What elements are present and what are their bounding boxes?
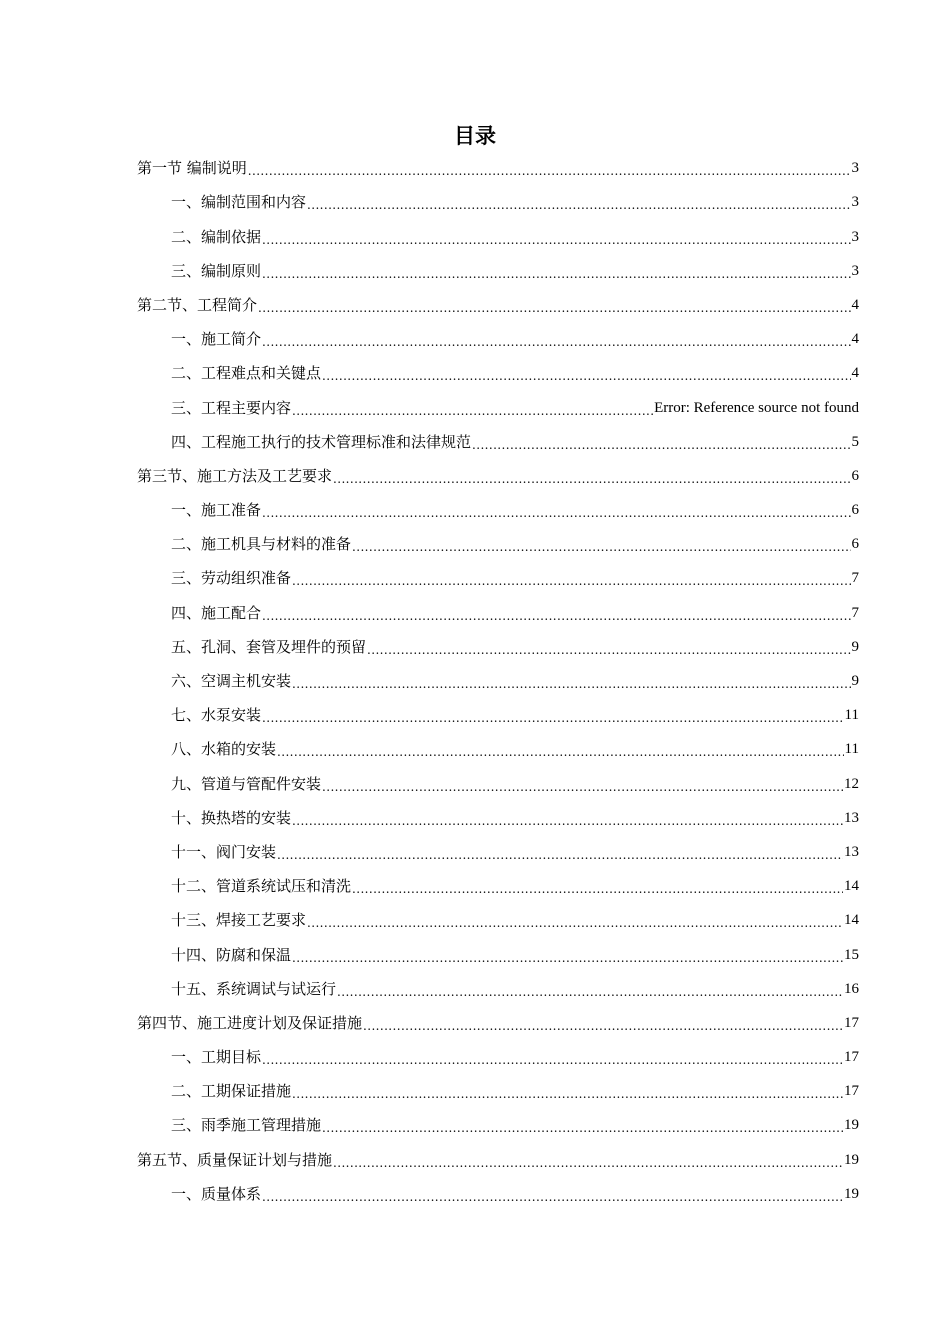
toc-entry-label: 一、施工简介	[171, 330, 262, 349]
toc-subsection-entry[interactable]	[137, 182, 859, 216]
toc-dot-leader	[248, 158, 851, 178]
toc-subsection-entry[interactable]	[137, 422, 859, 456]
toc-subsection-entry[interactable]	[137, 319, 859, 353]
toc-entry-label: 三、工程主要内容	[171, 398, 292, 417]
toc-dot-leader	[363, 1013, 843, 1033]
toc-subsection-entry[interactable]	[137, 216, 859, 250]
toc-subsection-entry[interactable]	[137, 251, 859, 285]
toc-subsection-entry[interactable]	[137, 1174, 859, 1208]
toc-dot-leader	[472, 432, 850, 452]
toc-entry-label: 十二、管道系统试压和清洗	[171, 877, 352, 896]
toc-page-number: 11	[844, 741, 859, 758]
toc-dot-leader	[292, 398, 653, 418]
toc-subsection-entry[interactable]	[137, 1037, 859, 1071]
toc-dot-leader	[322, 774, 843, 794]
toc-entry-label: 第二节、工程简介	[137, 295, 258, 314]
toc-subsection-entry[interactable]	[137, 387, 859, 421]
toc-subsection-entry[interactable]	[137, 627, 859, 661]
toc-entry-label: 第三节、施工方法及工艺要求	[137, 466, 333, 485]
toc-entry-label: 二、工程难点和关键点	[171, 364, 322, 383]
toc-page-number: 3	[851, 228, 859, 245]
toc-section-entry[interactable]	[137, 285, 859, 319]
toc-subsection-entry[interactable]	[137, 524, 859, 558]
toc-section-entry[interactable]	[137, 148, 859, 182]
toc-section-entry[interactable]	[137, 1003, 859, 1037]
toc-dot-leader	[333, 1150, 843, 1170]
toc-page-number: 19	[844, 1151, 859, 1168]
toc-dot-leader	[322, 363, 850, 383]
toc-entry-label: 四、工程施工执行的技术管理标准和法律规范	[171, 432, 472, 451]
toc-page-number: 6	[851, 467, 859, 484]
toc-subsection-entry[interactable]	[137, 661, 859, 695]
toc-page-number: 6	[851, 536, 859, 553]
toc-dot-leader	[292, 945, 843, 965]
toc-subsection-entry[interactable]	[137, 763, 859, 797]
toc-section-entry[interactable]	[137, 456, 859, 490]
toc-entry-label: 一、施工准备	[171, 501, 262, 520]
toc-dot-leader	[292, 1081, 843, 1101]
toc-subsection-entry[interactable]	[137, 866, 859, 900]
toc-entry-label: 十四、防腐和保温	[171, 945, 292, 964]
toc-page-number: 7	[851, 570, 859, 587]
toc-entry-label: 六、空调主机安装	[171, 672, 292, 690]
toc-entry-label: 二、编制依据	[171, 227, 262, 246]
toc-subsection-entry[interactable]	[137, 832, 859, 866]
toc-entry-label: 三、劳动组织准备	[171, 569, 292, 588]
toc-entry-label: 第五节、质量保证计划与措施	[137, 1150, 333, 1169]
toc-subsection-entry[interactable]	[137, 695, 859, 729]
toc-entry-label: 五、孔洞、套管及埋件的预留	[171, 637, 367, 656]
toc-dot-leader	[262, 500, 850, 520]
toc-dot-leader	[277, 739, 844, 759]
toc-list	[137, 148, 859, 1208]
toc-dot-leader	[262, 603, 850, 623]
toc-entry-label: 十一、阀门安装	[171, 842, 277, 861]
toc-subsection-entry[interactable]	[137, 798, 859, 832]
toc-entry-label: 十三、焊接工艺要求	[171, 911, 307, 930]
toc-page-number: 9	[851, 638, 859, 655]
toc-entry-label: 一、质量体系	[171, 1184, 262, 1203]
toc-section-entry[interactable]	[137, 1139, 859, 1173]
toc-entry-label: 三、编制原则	[171, 261, 262, 280]
toc-dot-leader	[262, 227, 850, 247]
toc-subsection-entry[interactable]	[137, 900, 859, 934]
toc-title: 目录	[454, 124, 496, 148]
toc-subsection-entry[interactable]	[137, 934, 859, 968]
toc-subsection-entry[interactable]	[137, 592, 859, 626]
toc-dot-leader	[367, 637, 850, 657]
toc-page-number: 19	[844, 1117, 859, 1134]
toc-subsection-entry[interactable]	[137, 353, 859, 387]
toc-dot-leader	[307, 192, 850, 212]
toc-dot-leader	[292, 568, 850, 588]
toc-entry-label: 二、工期保证措施	[171, 1082, 292, 1101]
toc-entry-label: 一、工期目标	[171, 1048, 262, 1067]
toc-page-number: 14	[844, 912, 859, 929]
toc-entry-label: 十五、系统调试与试运行	[171, 979, 337, 998]
toc-page-number: 17	[844, 1049, 859, 1066]
toc-dot-leader	[258, 295, 850, 315]
toc-subsection-entry[interactable]	[137, 1071, 859, 1105]
toc-entry-label: 十、换热塔的安装	[171, 808, 292, 827]
toc-page-number: 4	[851, 331, 859, 348]
toc-page-number: 4	[851, 365, 859, 382]
toc-page-number: 3	[851, 194, 859, 211]
toc-dot-leader	[292, 808, 843, 828]
toc-page-number: 12	[844, 775, 859, 792]
toc-entry-label: 二、施工机具与材料的准备	[171, 535, 352, 554]
toc-entry-label: 第一节 编制说明	[137, 159, 247, 178]
toc-page-number: 6	[851, 502, 859, 519]
toc-dot-leader	[307, 910, 843, 930]
toc-subsection-entry[interactable]	[137, 558, 859, 592]
toc-page-number: 3	[851, 160, 859, 177]
toc-page-number: 13	[844, 843, 859, 860]
toc-page-number: 9	[851, 673, 859, 689]
toc-dot-leader	[292, 671, 850, 691]
toc-dot-leader	[333, 466, 850, 486]
toc-dot-leader	[337, 979, 843, 999]
toc-subsection-entry[interactable]	[137, 1105, 859, 1139]
toc-subsection-entry[interactable]	[137, 729, 859, 763]
toc-page-number: 15	[844, 946, 859, 963]
toc-subsection-entry[interactable]	[137, 969, 859, 1003]
toc-dot-leader	[262, 329, 850, 349]
toc-page-number: 11	[844, 707, 859, 724]
toc-page-number: 4	[851, 296, 859, 313]
toc-page-number: 5	[851, 433, 859, 450]
toc-page-number: 3	[851, 262, 859, 279]
toc-page-number: 13	[844, 809, 859, 826]
toc-dot-leader	[322, 1115, 843, 1135]
toc-page-number: 7	[851, 604, 859, 621]
toc-entry-label: 三、雨季施工管理措施	[171, 1116, 322, 1135]
toc-page-number: 16	[844, 980, 859, 997]
toc-dot-leader	[352, 534, 850, 554]
toc-dot-leader	[352, 876, 843, 896]
toc-dot-leader	[262, 261, 850, 281]
toc-entry-label: 第四节、施工进度计划及保证措施	[137, 1013, 363, 1032]
toc-page-number: 17	[844, 1083, 859, 1100]
toc-page-number: 17	[844, 1014, 859, 1031]
toc-page-number: 14	[844, 878, 859, 895]
toc-entry-label: 七、水泵安装	[171, 706, 262, 725]
toc-page-number: 19	[844, 1185, 859, 1202]
toc-entry-label: 一、编制范围和内容	[171, 193, 307, 212]
toc-entry-label: 四、施工配合	[171, 603, 262, 622]
toc-page-number: Error: Reference source not found	[654, 399, 859, 416]
toc-dot-leader	[262, 1047, 843, 1067]
toc-dot-leader	[262, 1184, 843, 1204]
toc-subsection-entry[interactable]	[137, 490, 859, 524]
toc-dot-leader	[277, 842, 843, 862]
toc-entry-label: 八、水箱的安装	[171, 740, 277, 759]
toc-dot-leader	[262, 705, 844, 725]
toc-entry-label: 九、管道与管配件安装	[171, 774, 322, 793]
